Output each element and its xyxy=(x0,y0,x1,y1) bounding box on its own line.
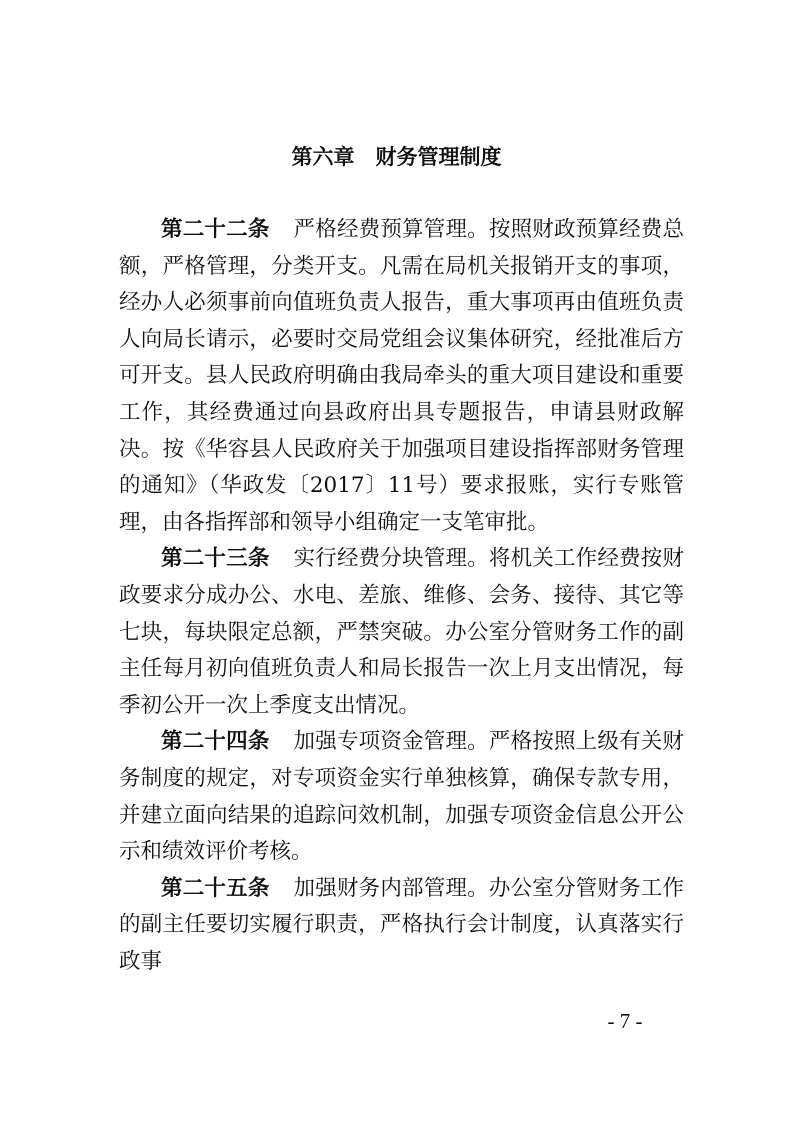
article-25 xyxy=(119,871,684,981)
article-heading: 第二十二条 xyxy=(161,217,270,242)
article-23 xyxy=(119,541,684,724)
article-24 xyxy=(119,724,684,870)
article-22 xyxy=(119,212,684,541)
page-number: - 7 - xyxy=(607,1009,643,1033)
article-text: 加强财务内部管理。办公室分管财务工作的副主任要切实履行职责，严格执行会计制度，认真落实行政事 xyxy=(119,875,684,974)
article-heading: 第二十三条 xyxy=(161,546,270,572)
article-text: 严格经费预算管理。按照财政预算经费总额，严格管理，分类开支。凡需在局机关报销开支的事项，经办人必须事前向值班负责人报告，重大事项再由值班负责人向局长请示，必要时交局党组会议集体研究，经批准后方可开支。县人民政府明确由我局牵头的重大项目建设和重要工作，其经费通过向县政府出具专题报告，申请县财政解决。按《华容县人民政府关于加强项目建设指挥部财务管理的通知》（华政发〔2017〕11号）要求报账，实行专账管理，由各指挥部和领导小组确定一支笔审批。 xyxy=(119,217,684,535)
article-text: 实行经费分块管理。将机关工作经费按财政要求分成办公、水电、差旅、维修、会务、接待、其它等七块，每块限定总额，严禁突破。办公室分管财务工作的副主任每月初向值班负责人和局长报告一次上月支出情况，每季初公开一次上季度支出情况。 xyxy=(119,546,684,718)
chapter-title: 第六章 财务管理制度 xyxy=(291,145,502,169)
article-heading: 第二十四条 xyxy=(161,729,270,755)
article-heading: 第二十五条 xyxy=(161,875,270,901)
chapter-body xyxy=(119,212,684,980)
article-text: 加强专项资金管理。严格按照上级有关财务制度的规定，对专项资金实行单独核算，确保专款专用，并建立面向结果的追踪问效机制，加强专项资金信息公开公示和绩效评价考核。 xyxy=(119,729,684,865)
